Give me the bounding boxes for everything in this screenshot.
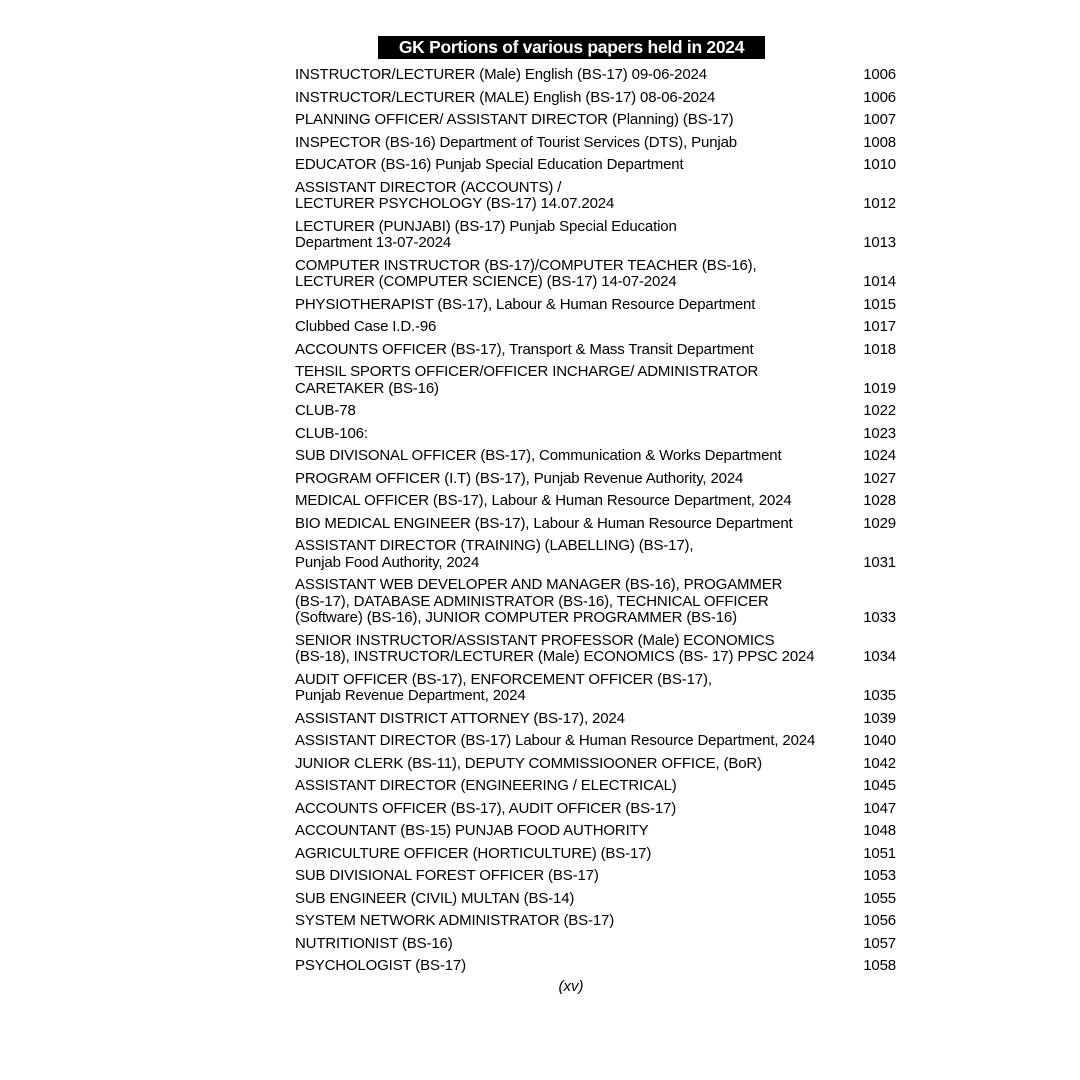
page-title: GK Portions of various papers held in 2024 [378, 36, 765, 59]
contents-row [295, 361, 896, 400]
entry-title: ASSISTANT DIRECTOR (ACCOUNTS) / LECTURER PSYCHOLOGY (BS-17) 14.07.2024 [295, 178, 615, 212]
entry-page-number: 1010 [863, 156, 896, 173]
contents-row [295, 910, 896, 933]
entry-page-number: 1056 [863, 912, 896, 929]
entry-page-number: 1029 [863, 514, 896, 532]
entry-page-number: 1027 [863, 469, 896, 487]
contents-row [295, 216, 896, 255]
entry-title: LECTURER (PUNJABI) (BS-17) Punjab Special Education Department 13-07-2024 [295, 217, 677, 251]
contents-row [295, 109, 896, 132]
contents-row [295, 490, 896, 513]
contents-row [295, 294, 896, 317]
entry-title: AUDIT OFFICER (BS-17), ENFORCEMENT OFFICER (BS-17), Punjab Revenue Department, 2024 [295, 670, 712, 704]
entry-page-number: 1035 [863, 687, 896, 704]
entry-title: INSPECTOR (BS-16) Department of Tourist Services (DTS), Punjab [295, 133, 737, 151]
entry-title: ASSISTANT DIRECTOR (TRAINING) (LABELLING) (BS-17), Punjab Food Authority, 2024 [295, 537, 694, 571]
contents-row [295, 339, 896, 362]
entry-page-number: 1042 [863, 754, 896, 772]
contents-row [295, 630, 896, 669]
entry-title: INSTRUCTOR/LECTURER (Male) English (BS-17) 09-06-2024 [295, 66, 707, 83]
entry-page-number: 1033 [863, 609, 896, 626]
entry-title: ASSISTANT WEB DEVELOPER AND MANAGER (BS-16), PROGAMMER (BS-17), DATABASE ADMINISTRATOR (BS-16), TECHNICAL OFFICER (Software) (BS-16), JUNIOR COMPUTER PROGRAMMER (BS-16) [295, 576, 783, 626]
contents-row [295, 535, 896, 574]
contents-row [295, 468, 896, 491]
entry-page-number: 1039 [863, 709, 896, 727]
entry-title: ACCOUNTS OFFICER (BS-17), Transport & Mass Transit Department [295, 340, 754, 358]
entry-title: JUNIOR CLERK (BS-11), DEPUTY COMMISSIOONER OFFICE, (BoR) [295, 754, 762, 772]
entry-page-number: 1023 [863, 424, 896, 442]
entry-title: COMPUTER INSTRUCTOR (BS-17)/COMPUTER TEACHER (BS-16), LECTURER (COMPUTER SCIENCE) (BS-17) 14-07-2024 [295, 256, 757, 290]
entry-title: ACCOUNTS OFFICER (BS-17), AUDIT OFFICER (BS-17) [295, 799, 677, 817]
entry-page-number: 1051 [863, 844, 896, 862]
contents-row [295, 132, 896, 155]
contents-row [295, 798, 896, 821]
contents-row [295, 865, 896, 888]
contents-row [295, 445, 896, 468]
entry-title: AGRICULTURE OFFICER (HORTICULTURE) (BS-17) [295, 844, 652, 862]
entry-page-number: 1034 [863, 648, 896, 665]
entry-page-number: 1048 [863, 822, 896, 839]
entry-page-number: 1058 [863, 957, 896, 974]
entry-page-number: 1015 [863, 295, 896, 313]
entry-title: PROGRAM OFFICER (I.T) (BS-17), Punjab Revenue Authority, 2024 [295, 469, 744, 487]
entry-title: PSYCHOLOGIST (BS-17) [295, 957, 466, 974]
entry-title: SUB DIVISONAL OFFICER (BS-17), Communication & Works Department [295, 447, 782, 464]
entry-title: ASSISTANT DIRECTOR (ENGINEERING / ELECTRICAL) [295, 777, 677, 794]
entry-page-number: 1057 [863, 934, 896, 952]
contents-list [295, 64, 896, 978]
page-number: (xv) [558, 978, 584, 995]
contents-row [295, 775, 896, 798]
contents-row [295, 400, 896, 423]
contents-row [295, 316, 896, 339]
entry-title: NUTRITIONIST (BS-16) [295, 934, 453, 952]
entry-title: CLUB-106: [295, 424, 368, 442]
entry-title: INSTRUCTOR/LECTURER (MALE) English (BS-17) 08-06-2024 [295, 88, 716, 106]
contents-row [295, 753, 896, 776]
entry-page-number: 1053 [863, 867, 896, 884]
contents-row [295, 955, 896, 978]
entry-title: BIO MEDICAL ENGINEER (BS-17), Labour & Human Resource Department [295, 514, 793, 532]
entry-title: ACCOUNTANT (BS-15) PUNJAB FOOD AUTHORITY [295, 822, 649, 839]
entry-page-number: 1045 [863, 777, 896, 794]
contents-row [295, 177, 896, 216]
entry-title: CLUB-78 [295, 402, 356, 419]
entry-page-number: 1014 [863, 273, 896, 290]
entry-page-number: 1013 [863, 234, 896, 251]
entry-title: ASSISTANT DISTRICT ATTORNEY (BS-17), 2024 [295, 709, 625, 727]
contents-row [295, 843, 896, 866]
entry-page-number: 1006 [863, 88, 896, 106]
entry-title: SYSTEM NETWORK ADMINISTRATOR (BS-17) [295, 912, 615, 929]
entry-page-number: 1007 [863, 111, 896, 128]
contents-row [295, 87, 896, 110]
entry-title: MEDICAL OFFICER (BS-17), Labour & Human Resource Department, 2024 [295, 492, 792, 509]
entry-page-number: 1031 [863, 553, 896, 571]
entry-page-number: 1018 [863, 340, 896, 358]
entry-title: Clubbed Case I.D.-96 [295, 318, 437, 335]
contents-row [295, 513, 896, 536]
entry-title: ASSISTANT DIRECTOR (BS-17) Labour & Human Resource Department, 2024 [295, 732, 816, 749]
contents-row [295, 708, 896, 731]
entry-title: SUB DIVISIONAL FOREST OFFICER (BS-17) [295, 867, 599, 884]
contents-row [295, 255, 896, 294]
contents-row [295, 888, 896, 911]
contents-row [295, 730, 896, 753]
entry-title: SENIOR INSTRUCTOR/ASSISTANT PROFESSOR (Male) ECONOMICS (BS-18), INSTRUCTOR/LECTURER (Male) ECONOMICS (BS- 17) PPSC 2024 [295, 631, 815, 665]
entry-page-number: 1006 [863, 66, 896, 83]
entry-title: TEHSIL SPORTS OFFICER/OFFICER INCHARGE/ ADMINISTRATOR CARETAKER (BS-16) [295, 363, 759, 397]
entry-page-number: 1019 [863, 379, 896, 397]
entry-page-number: 1017 [863, 318, 896, 335]
entry-title: PLANNING OFFICER/ ASSISTANT DIRECTOR (Planning) (BS-17) [295, 111, 734, 128]
contents-row [295, 423, 896, 446]
contents-row [295, 820, 896, 843]
contents-row [295, 933, 896, 956]
entry-page-number: 1012 [863, 195, 896, 212]
entry-title: PHYSIOTHERAPIST (BS-17), Labour & Human Resource Department [295, 295, 756, 313]
entry-title: EDUCATOR (BS-16) Punjab Special Education Department [295, 156, 684, 173]
entry-title: SUB ENGINEER (CIVIL) MULTAN (BS-14) [295, 889, 575, 907]
contents-row [295, 154, 896, 177]
entry-page-number: 1024 [863, 447, 896, 464]
entry-page-number: 1047 [863, 799, 896, 817]
contents-row [295, 574, 896, 630]
contents-row [295, 64, 896, 87]
contents-row [295, 669, 896, 708]
entry-page-number: 1008 [863, 133, 896, 151]
entry-page-number: 1028 [863, 492, 896, 509]
entry-page-number: 1022 [863, 402, 896, 419]
entry-page-number: 1055 [863, 889, 896, 907]
entry-page-number: 1040 [863, 732, 896, 749]
